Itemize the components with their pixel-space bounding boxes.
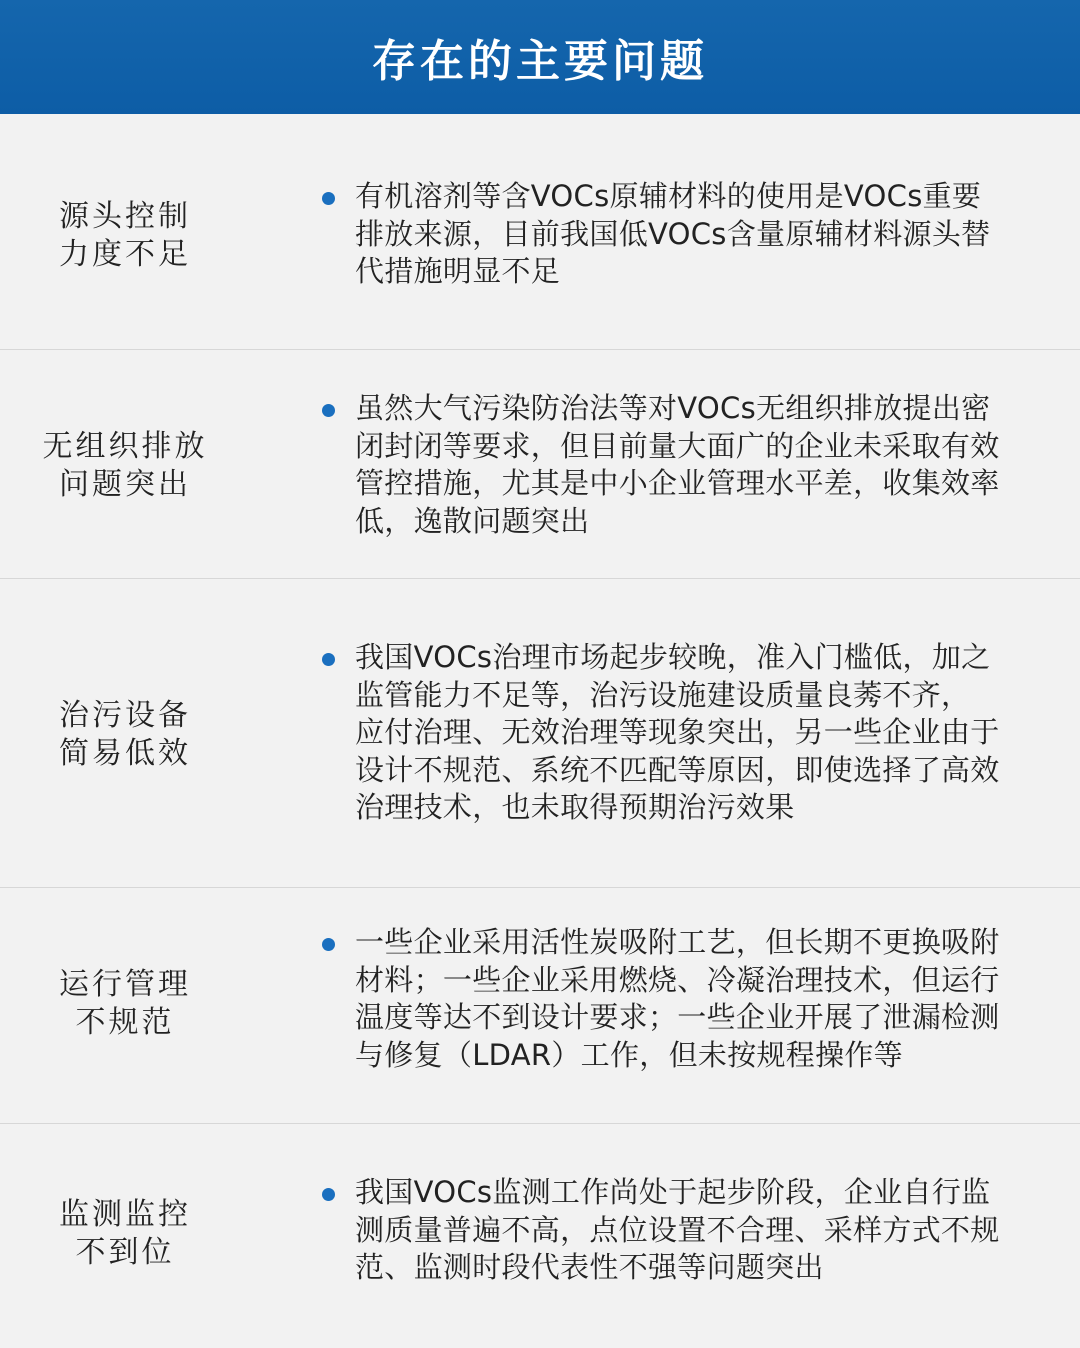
- description-line: 有机溶剂等含VOCs原辅材料的使用是VOCs重要: [355, 179, 982, 213]
- bullet-icon: [322, 653, 335, 666]
- description-line: 治理技术，也未取得预期治污效果: [355, 790, 795, 824]
- description-line: 应付治理、无效治理等现象突出，另一些企业由于: [355, 715, 1000, 749]
- bullet-icon: [322, 404, 335, 417]
- table-row: [0, 114, 1080, 350]
- page-title: 存在的主要问题: [372, 36, 708, 87]
- row-label-line: 监测监控: [59, 1197, 191, 1232]
- bullet-icon: [322, 1188, 335, 1201]
- table-row: [0, 350, 1080, 579]
- row-description: [355, 639, 1060, 827]
- description-line: 低，逸散问题突出: [355, 503, 590, 538]
- row-description: [355, 1174, 1060, 1287]
- table-row: [0, 579, 1080, 888]
- row-label-line: 不到位: [75, 1235, 175, 1270]
- description-line: 测质量普遍不高，点位设置不合理、采样方式不规: [355, 1212, 1000, 1247]
- table-row: [0, 888, 1080, 1124]
- description-line: 材料；一些企业采用燃烧、冷凝治理技术，但运行: [355, 962, 1000, 997]
- problems-table: [0, 114, 1080, 1348]
- description-line: 监管能力不足等，治污设施建设质量良莠不齐，: [355, 677, 971, 712]
- description-line: 排放来源，目前我国低VOCs含量原辅材料源头替: [355, 216, 991, 251]
- row-label-line: 治污设备: [59, 698, 191, 733]
- description-line: 范、监测时段代表性不强等问题突出: [355, 1250, 824, 1284]
- row-label-line: 简易低效: [59, 736, 191, 771]
- row-label: [0, 428, 250, 504]
- row-label-line: 问题突出: [59, 467, 191, 502]
- description-line: 我国VOCs监测工作尚处于起步阶段，企业自行监: [355, 1175, 991, 1209]
- row-label-line: 无组织排放: [42, 429, 208, 464]
- description-line: 代措施明显不足: [355, 254, 561, 288]
- description-line: 一些企业采用活性炭吸附工艺，但长期不更换吸附: [355, 925, 1000, 959]
- row-description: [355, 924, 1060, 1074]
- row-description: [355, 390, 1060, 540]
- description-line: 温度等达不到设计要求；一些企业开展了泄漏检测: [355, 1000, 1000, 1034]
- row-label: [0, 697, 250, 773]
- row-label: [0, 966, 250, 1042]
- bullet-icon: [322, 192, 335, 205]
- row-label: [0, 1196, 250, 1272]
- row-label-line: 运行管理: [59, 967, 191, 1002]
- header-banner: [0, 0, 1080, 114]
- description-line: 管控措施，尤其是中小企业管理水平差，收集效率: [355, 466, 1000, 500]
- bullet-icon: [322, 938, 335, 951]
- row-label-line: 源头控制: [59, 199, 191, 234]
- table-row: [0, 1124, 1080, 1348]
- row-label-line: 不规范: [75, 1005, 175, 1040]
- row-label: [0, 198, 250, 274]
- description-line: 虽然大气污染防治法等对VOCs无组织排放提出密: [355, 391, 991, 425]
- description-line: 闭封闭等要求，但目前量大面广的企业未采取有效: [355, 428, 1000, 463]
- description-line: 与修复（LDAR）工作，但未按规程操作等: [355, 1037, 903, 1072]
- description-line: 我国VOCs治理市场起步较晚，准入门槛低，加之: [355, 640, 991, 674]
- row-description: [355, 178, 1060, 291]
- row-label-line: 力度不足: [59, 237, 191, 272]
- description-line: 设计不规范、系统不匹配等原因，即使选择了高效: [355, 752, 1000, 787]
